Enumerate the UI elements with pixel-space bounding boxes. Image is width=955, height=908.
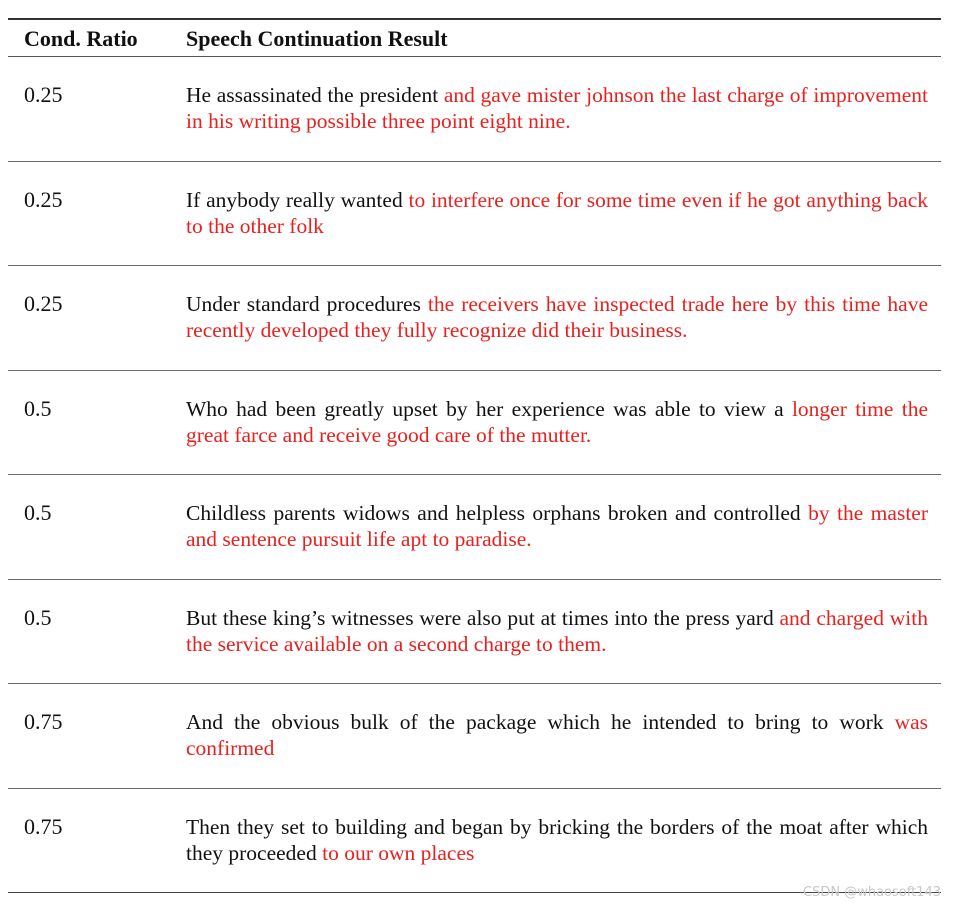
cond-ratio-cell: 0.25 (24, 82, 63, 107)
continuation-result-cell (186, 814, 928, 866)
table-row (8, 57, 941, 162)
prompt-text: Under standard procedures (186, 292, 428, 316)
continuation-result-cell (186, 396, 928, 448)
generated-text: to our own places (322, 840, 475, 865)
prompt-text: If anybody really wanted (186, 187, 409, 212)
continuation-result-cell (186, 605, 928, 657)
table-row (8, 475, 941, 580)
table-header (8, 20, 941, 57)
cond-ratio-cell: 0.5 (24, 604, 52, 630)
prompt-text: He assassinated the president (186, 83, 444, 107)
generated-text: to interfere once for some time even if he got anything back to the other folk (186, 187, 929, 238)
table-row (8, 266, 941, 371)
table-row (8, 580, 941, 685)
generated-text: longer time the great farce and receive good care of the mutter. (186, 396, 928, 447)
table-row (8, 162, 941, 267)
table-row (8, 371, 941, 476)
cond-ratio-cell: 0.5 (24, 500, 52, 525)
header-cond-ratio: Cond. Ratio (24, 26, 138, 51)
prompt-text: Who had been greatly upset by her experience was able to view a (186, 396, 792, 421)
watermark: CSDN @whaosoft143 (803, 885, 941, 900)
generated-text: and charged with the service available on a second charge to them. (186, 605, 928, 656)
prompt-text: Childless parents widows and helpless orphans broken and controlled (186, 501, 809, 525)
continuation-result-cell (186, 709, 928, 761)
generated-text: was confirmed (186, 710, 928, 760)
cond-ratio-cell: 0.5 (24, 395, 52, 421)
header-speech-continuation-result: Speech Continuation Result (186, 26, 448, 51)
generated-text: by the master and sentence pursuit life apt to paradise. (186, 501, 928, 551)
prompt-text: And the obvious bulk of the package which he intended to bring to work (186, 710, 895, 734)
table-row (8, 684, 941, 789)
generated-text: and gave mister johnson the last charge of improvement in his writing possible three point eight nine. (186, 83, 928, 133)
cond-ratio-cell: 0.75 (24, 709, 63, 734)
continuation-result-cell (186, 82, 928, 134)
cond-ratio-cell: 0.75 (24, 813, 63, 839)
cond-ratio-cell: 0.25 (24, 186, 63, 212)
prompt-text: Then they set to building and began by bricking the borders of the moat after which they proceeded (186, 814, 928, 865)
results-table (8, 18, 941, 893)
generated-text: the receivers have inspected trade here by this time have recently developed they fully recognize did their business. (186, 292, 928, 342)
table-row (8, 789, 941, 894)
prompt-text: But these king’s witnesses were also put at times into the press yard (186, 605, 780, 630)
continuation-result-cell (186, 291, 928, 343)
cond-ratio-cell: 0.25 (24, 291, 63, 316)
continuation-result-cell (186, 187, 928, 239)
continuation-result-cell (186, 500, 928, 552)
